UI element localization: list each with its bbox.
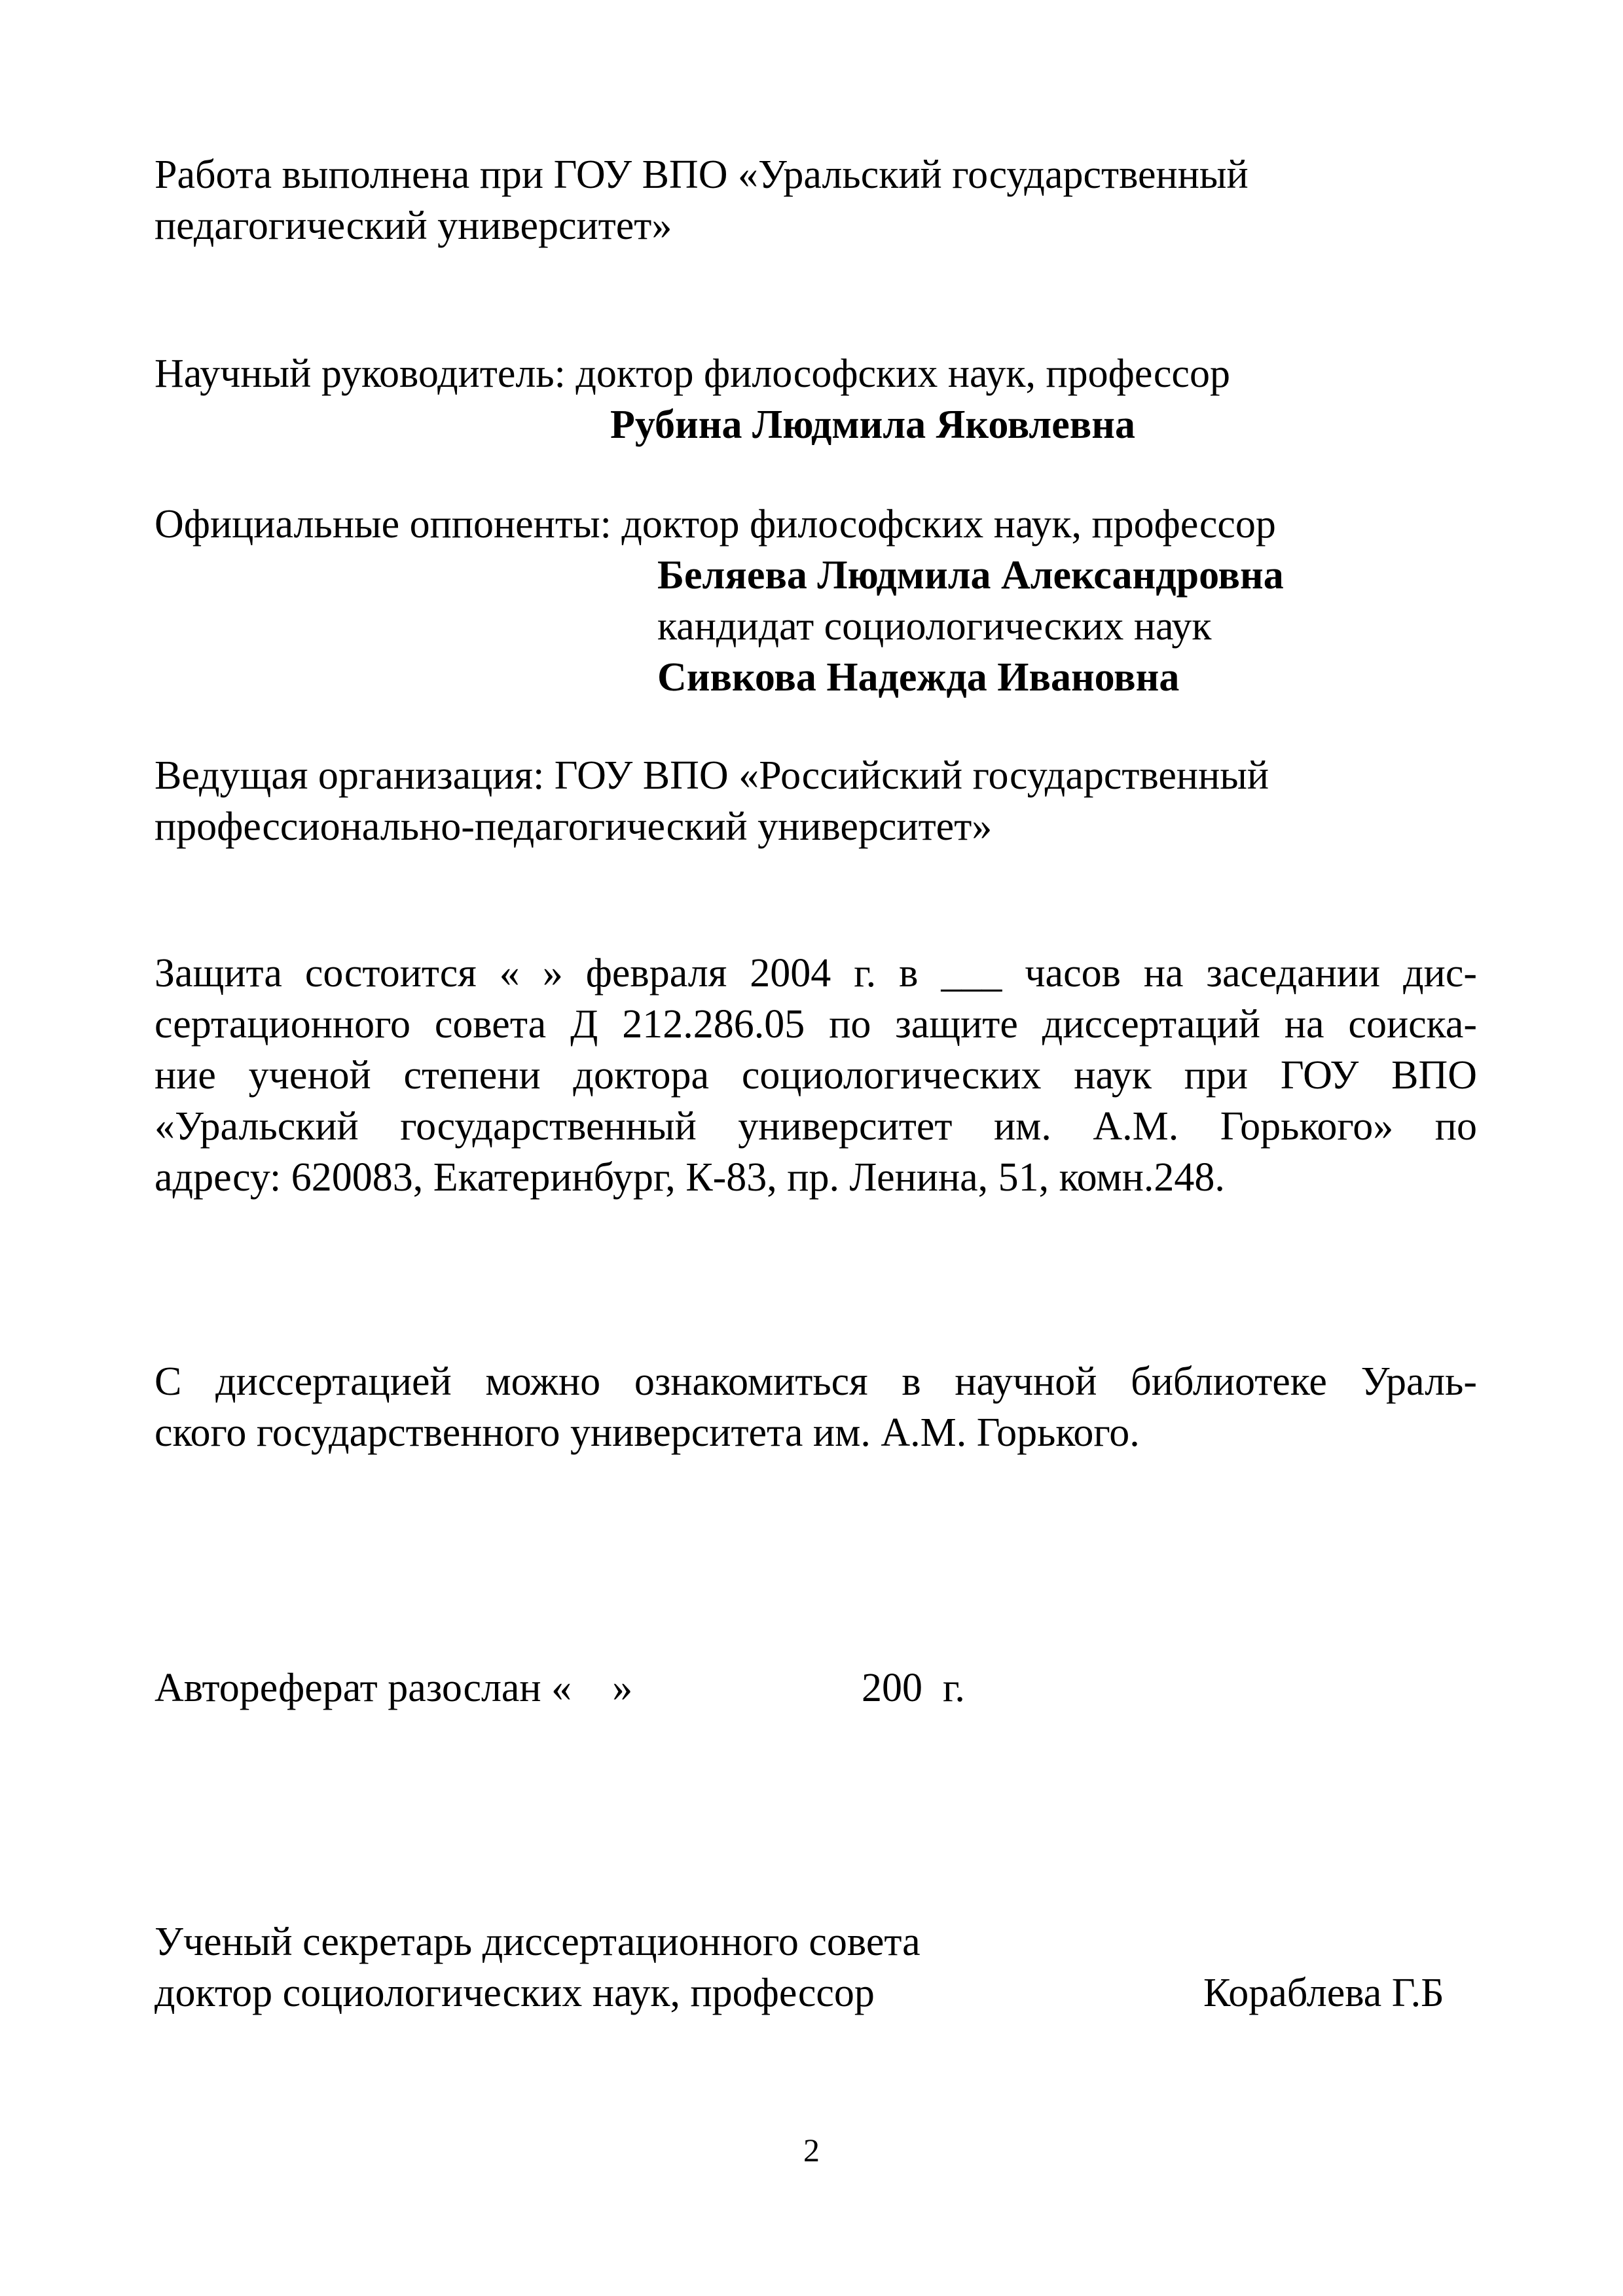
supervisor-label: Научный руководитель: доктор философских наук, профессор	[155, 351, 1230, 396]
library-row-1: С диссертацией можно ознакомиться в научной библиотеке Ураль-	[155, 1359, 1477, 1404]
opponent-name-2: Сивкова Надежда Ивановна	[657, 655, 1180, 700]
library-row-2: ского государственного университета им. А.М. Горького.	[155, 1410, 1140, 1455]
page-number: 2	[803, 2132, 820, 2168]
defense-row-1: Защита состоится « » февраля 2004 г. в ___ часов на заседании дис-	[155, 951, 1477, 996]
defense-row-5: адресу: 620083, Екатеринбург, К-83, пр. Ленина, 51, комн.248.	[155, 1155, 1225, 1200]
defense-paragraph	[155, 948, 1477, 1203]
defense-row-2: сертационного совета Д 212.286.05 по защите диссертаций на соиска-	[155, 1002, 1477, 1047]
institution-line-1: Работа выполнена при ГОУ ВПО «Уральский государственный	[155, 152, 1249, 197]
opponent-title-2: кандидат социологических наук	[657, 604, 1212, 649]
secretary-line-2: доктор социологических наук, профессор	[155, 1971, 875, 2015]
opponent-name-1: Беляева Людмила Александровна	[657, 553, 1284, 598]
opponents-label: Официальные оппоненты: доктор философских наук, профессор	[155, 502, 1276, 547]
supervisor-name: Рубина Людмила Яковлевна	[610, 403, 1135, 447]
defense-row-4: «Уральский государственный университет им. А.М. Горького» по	[155, 1104, 1477, 1149]
leading-org-line-1: Ведущая организация: ГОУ ВПО «Российский государственный	[155, 753, 1269, 798]
secretary-name: Кораблева Г.Б	[1203, 1971, 1444, 2015]
abstract-sent-year: 200 г.	[862, 1666, 965, 1710]
institution-line-2: педагогический университет»	[155, 204, 672, 248]
library-paragraph	[155, 1356, 1477, 1458]
secretary-line-1: Ученый секретарь диссертационного совета	[155, 1920, 921, 1964]
leading-org-line-2: профессионально-педагогический университет»	[155, 804, 993, 849]
abstract-sent-label: Автореферат разослан « »	[155, 1666, 633, 1710]
defense-row-3: ние ученой степени доктора социологических наук при ГОУ ВПО	[155, 1053, 1477, 1098]
